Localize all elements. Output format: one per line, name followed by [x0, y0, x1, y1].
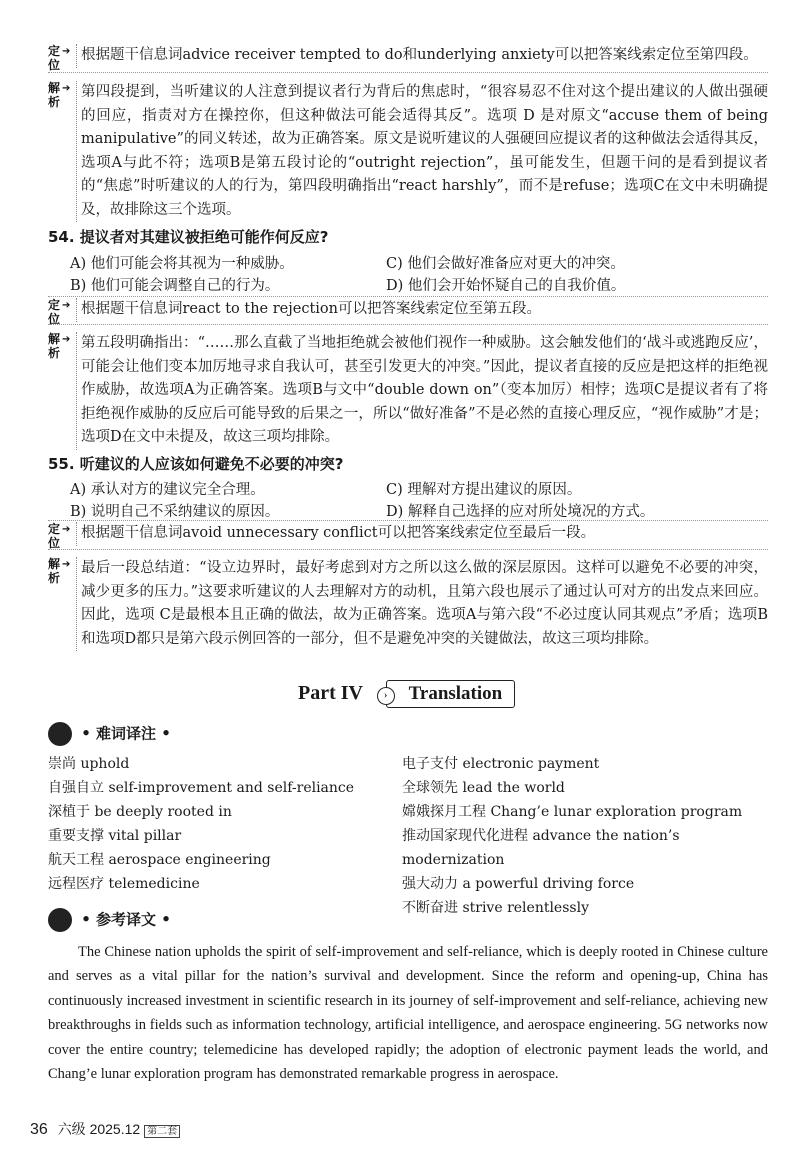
vocab-heading-text: • 难词译注 •: [81, 724, 171, 743]
analysis-tag: 解析: [48, 557, 61, 585]
q55-analysis-text: 最后一段总结道：“设立边界时，最好考虑到对方之所以这么做的深层原因。这样可以避免不必要的冲突，减少更多的压力。”这要求听建议的人去理解对方的动机，且第六段也展示了通过认可对方的出发点来回应。因此，选项 C是最根本且正确的做法，故为正确答案。选项A与第六段“不必过度认同其观点”矛盾；选项B和选项D都只是第六段示例回答的一部分，但不是避免冲突的关键做法，故这三项均排除。: [76, 557, 768, 651]
reference-text: The Chinese nation upholds the spirit of self-improvement and self-reliance, which is deeply rooted in Chinese culture and serves as a vital pillar for the nation’s survival and development. Since the reform and opening-up, China has continuously increased investment in scientific research in its journey of self-improvement and self-reliance, achieving new breakthroughs in fields such as information technology, artificial intelligence, and aerospace engineering. 5G networks now cover the entire country; telemedicine has developed rapidly; the adoption of electronic payment leads the world, and Chang’e lunar exploration program has demonstrated remarkable progress in aerospace.: [48, 944, 768, 1083]
arrow-icon: ➔: [62, 83, 71, 94]
q55-option-b: B) 说明自己不采纳建议的原因。: [70, 504, 280, 520]
reference-heading: [48, 908, 171, 932]
q54-option-d: D) 他们会开始怀疑自己的自我价值。: [386, 278, 626, 294]
vocab-left-list: [48, 752, 388, 896]
vocab-item: 重要支撑 vital pillar: [48, 828, 182, 844]
q55-option-d: D) 解释自己选择的应对所处境况的方式。: [386, 504, 655, 520]
q54-analysis-text: 第五段明确指出：“……那么直截了当地拒绝就会被他们视作一种威胁。这会触发他们的‘战斗或逃跑反应’，可能会让他们变本加厉地寻求自我认可，甚至引发更大的冲突。”因此，提议者直接的反应是把这样的拒绝视作威胁，故选项A为正确答案。选项B与文中“double down on”（变本加厉）相悖；选项C是提议者有了将拒绝视作威胁的反应后可能导致的后果之一，所以“做好准备”不是必然的直接心理反应，“视作威胁”才是；选项D在文中未提及，故这三项均排除。: [76, 332, 768, 450]
divider: [48, 72, 768, 73]
vocab-item: 航天工程 aerospace engineering: [48, 852, 271, 868]
divider: [48, 520, 768, 521]
q54-locate-text: 根据题干信息词react to the rejection可以把答案线索定位至第五段。: [76, 298, 768, 322]
footer-text: 六级 2025.12: [57, 1121, 141, 1137]
chevron-right-icon: ›: [377, 687, 395, 705]
q55-locate: [48, 522, 768, 550]
analysis-tag: 解析: [48, 332, 61, 360]
vocab-item: 崇尚 uphold: [48, 756, 130, 772]
q54-analysis: [48, 332, 768, 450]
q54-option-a: A) 他们可能会将其视为一种威胁。: [70, 256, 294, 272]
vocab-item: 电子支付 electronic payment: [402, 756, 600, 772]
arrow-icon: ➔: [62, 300, 71, 311]
q54-option-c: C) 他们会做好准备应对更大的冲突。: [386, 256, 625, 272]
locate-tag: 定位: [48, 522, 61, 550]
analysis-tag: 解析: [48, 81, 61, 109]
locate-tag: 定位: [48, 44, 61, 72]
q53-analysis: [48, 81, 768, 222]
arrow-icon: ➔: [62, 46, 71, 57]
divider: [48, 549, 768, 550]
vocab-item: 嫦娥探月工程 Chang’e lunar exploration program: [402, 804, 743, 820]
q54-locate: [48, 298, 768, 326]
part-heading: [298, 680, 515, 710]
vocab-item: 强大动力 a powerful driving force: [402, 876, 635, 892]
q54-option-b: B) 他们可能会调整自己的行为。: [70, 278, 280, 294]
badge-icon: [48, 722, 72, 746]
vocab-right-list: [402, 752, 782, 920]
badge-icon: [48, 908, 72, 932]
vocab-item: 推动国家现代化进程 advance the nation’s modernization: [402, 828, 680, 868]
q55-option-a: A) 承认对方的建议完全合理。: [70, 482, 265, 498]
q53-locate-text: 根据题干信息词advice receiver tempted to do和underlying anxiety可以把答案线索定位至第四段。: [76, 44, 768, 68]
part-title-box: [383, 680, 516, 708]
q55-locate-text: 根据题干信息词avoid unnecessary conflict可以把答案线索定位至最后一段。: [76, 522, 768, 546]
vocab-item: 不断奋进 strive relentlessly: [402, 900, 589, 916]
arrow-icon: ➔: [62, 524, 71, 535]
arrow-icon: ➔: [62, 559, 71, 570]
page-footer: [30, 1119, 180, 1139]
q55-option-c: C) 理解对方提出建议的原因。: [386, 482, 582, 498]
divider: [48, 296, 768, 297]
vocab-item: 深植于 be deeply rooted in: [48, 804, 232, 820]
part-label: Part IV: [298, 682, 363, 704]
reference-heading-text: • 参考译文 •: [81, 910, 171, 929]
q55-analysis: [48, 557, 768, 651]
locate-tag: 定位: [48, 298, 61, 326]
q55-title: 55. 听建议的人应该如何避免不必要的冲突?: [48, 455, 344, 473]
arrow-icon: ➔: [62, 334, 71, 345]
part-title-text: Translation: [408, 683, 503, 704]
divider: [48, 324, 768, 325]
q54-title: 54. 提议者对其建议被拒绝可能作何反应?: [48, 228, 329, 246]
vocab-item: 全球领先 lead the world: [402, 780, 565, 796]
edition-box: 第二套: [144, 1125, 180, 1138]
q53-locate: [48, 44, 768, 72]
q53-analysis-text: 第四段提到，当听建议的人注意到提议者行为背后的焦虑时，“很容易忍不住对这个提出建议的人做出强硬的回应，指责对方在操控你，但这种做法可能会适得其反”。选项 D 是对原文“accuse them of being manipulative”的同义转述，故为正确答案。原文是说听建议的人强硬回应提议者的这种做法会适得其反，选项A与此不符；选项B是第五段讨论的“outright rejection”，虽可能发生，但题干问的是看到提议者的“焦虑”时听建议的人的行为，第四段明确指出“react harshly”，而不是refuse；选项C在文中未明确提及，故排除这三个选项。: [76, 81, 768, 222]
vocab-item: 远程医疗 telemedicine: [48, 876, 200, 892]
page-number: 36: [30, 1121, 48, 1138]
vocab-item: 自强自立 self-improvement and self-reliance: [48, 780, 355, 796]
vocab-heading: [48, 722, 171, 746]
